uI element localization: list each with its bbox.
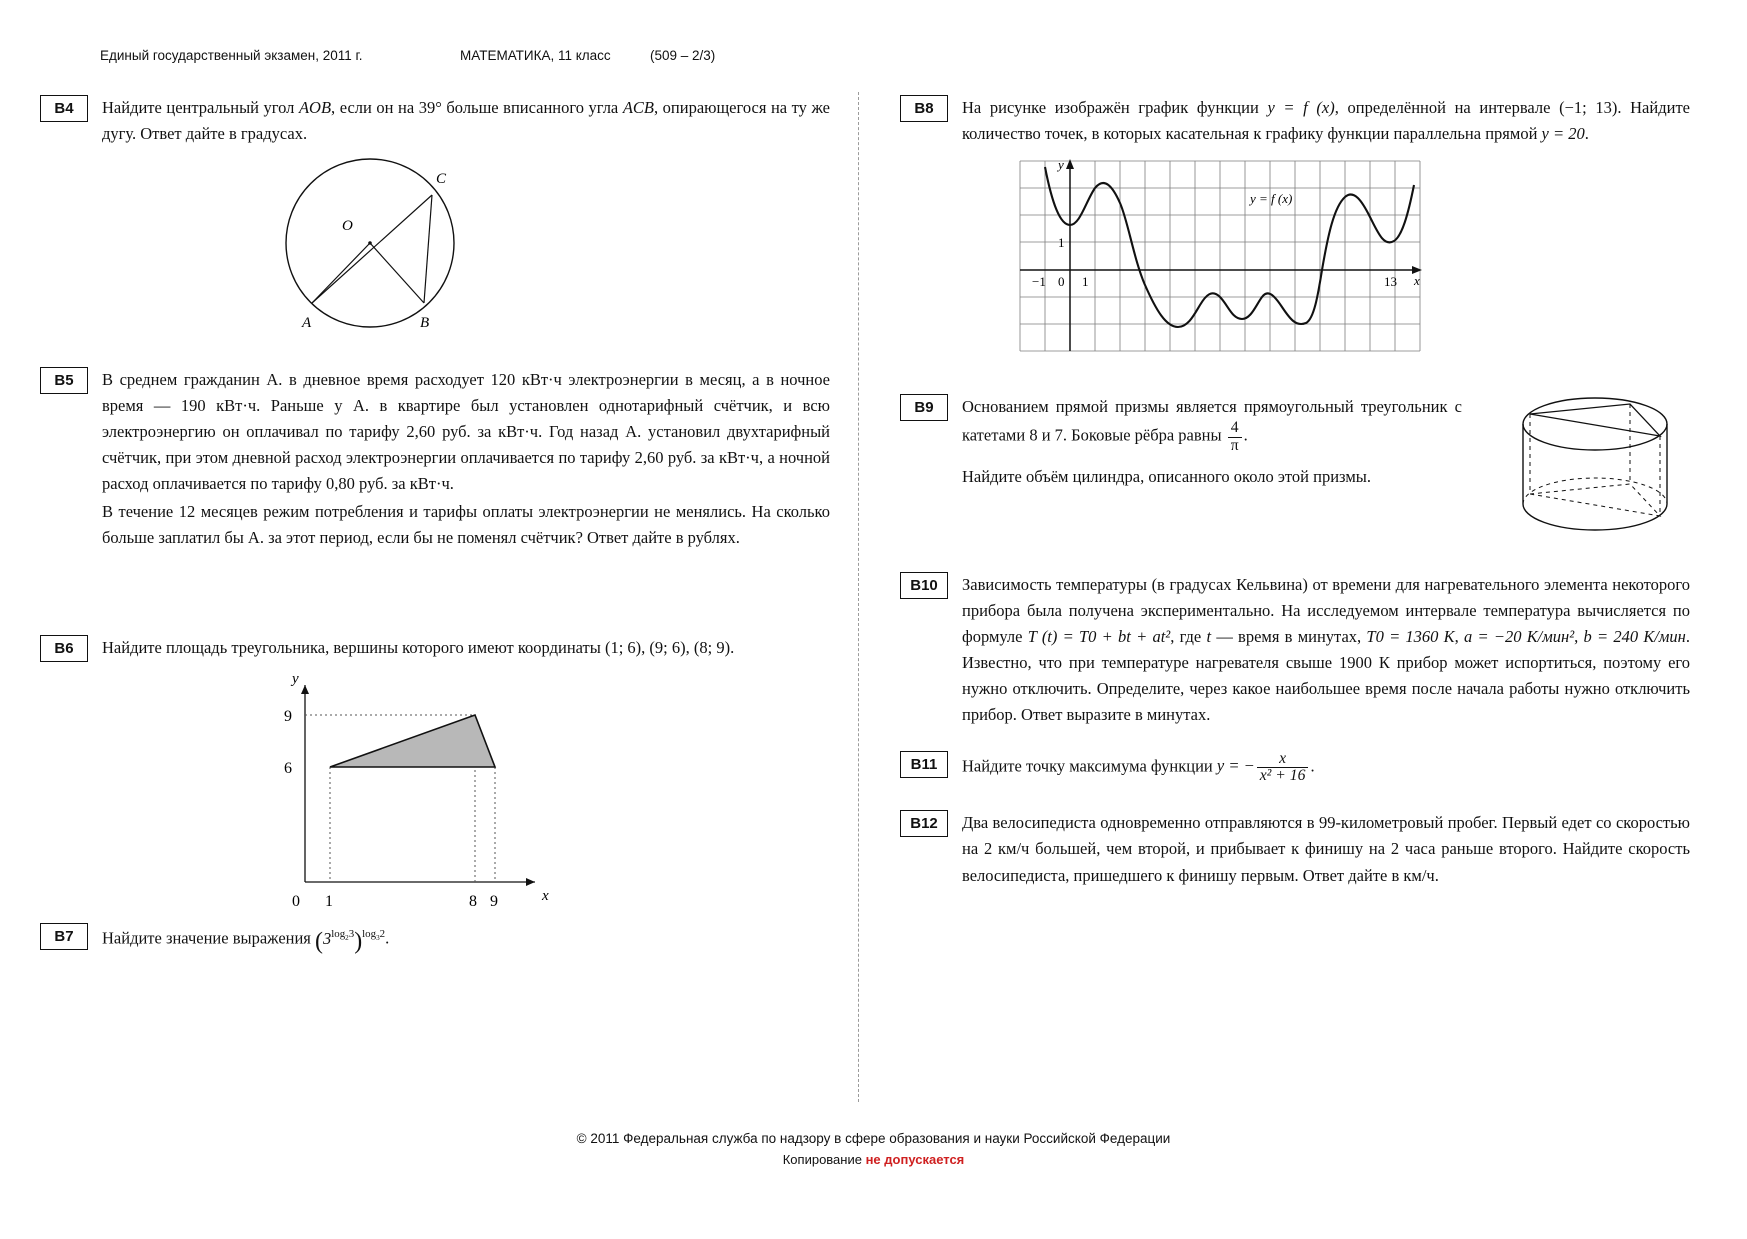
b7-paren-open: (	[315, 928, 323, 955]
task-b4	[40, 95, 830, 345]
b6-ytick-6: 6	[284, 760, 292, 778]
b11-fraction	[1257, 751, 1309, 785]
b7-text-2: .	[385, 928, 390, 948]
b7-base: 3	[323, 928, 332, 948]
b8-figure	[1010, 155, 1690, 370]
page-footer	[0, 1128, 1747, 1170]
b6-text-4: .	[730, 638, 735, 657]
b4-angle-aob: AOB	[298, 98, 332, 117]
task-tag-b11: B11	[900, 751, 948, 778]
b4-text-3: больше вписанного угла	[441, 98, 623, 117]
b6-point-1: (1; 6)	[604, 638, 642, 657]
b6-ytick-9: 9	[284, 708, 292, 726]
b4-degrees: 39°	[418, 98, 442, 117]
task-tag-b7: B7	[40, 923, 88, 950]
b4-figure	[210, 155, 830, 340]
b7-outer-log: log	[362, 928, 377, 941]
b4-label-a: A	[302, 315, 312, 332]
b11-frac-num: x	[1257, 751, 1309, 768]
b9-figure	[1510, 386, 1690, 551]
footer-copy-notice-text: Копирование	[782, 1151, 866, 1167]
b7-text-1: Найдите значение выражения	[102, 928, 316, 948]
b4-text-1: Найдите центральный угол	[102, 98, 299, 117]
b4-label-o: O	[342, 218, 353, 235]
column-divider	[858, 92, 859, 1102]
footer-copy-notice	[0, 1150, 1747, 1171]
task-b7-text	[102, 923, 830, 961]
task-b12	[900, 810, 1690, 888]
b6-point-2: (9; 6)	[649, 638, 686, 657]
task-tag-b5: B5	[40, 367, 88, 394]
b7-inner-log-arg: 3	[348, 928, 355, 941]
task-tag-b9: B9	[900, 394, 948, 421]
b7-inner-log: log	[331, 928, 346, 941]
b8-tick-13: 13	[1384, 274, 1397, 290]
task-b11	[900, 751, 1690, 785]
b7-paren-close: )	[354, 928, 363, 955]
b8-text-1: На рисунке изображён график функции	[962, 98, 1268, 117]
b8-text-2: , определённой на интервале	[1334, 98, 1560, 117]
b8-function-curve	[1045, 167, 1414, 327]
b4-text-2: , если он на	[331, 98, 419, 117]
task-b4-text	[102, 95, 830, 147]
b8-ytick-one: 1	[1058, 235, 1065, 251]
b6-xtick-8: 8	[469, 893, 477, 911]
b11-text-1: Найдите точку максимума функции	[962, 756, 1217, 776]
b6-xtick-1: 1	[325, 893, 333, 911]
b6-figure	[270, 667, 830, 917]
b4-text-4: , опирающегося на ту же дугу. Ответ дайте в градусах.	[102, 98, 830, 144]
footer-copyright: © 2011 Федеральная служба по надзору в сфере образования и науки Российской Федерации	[576, 1131, 1171, 1146]
b7-inner-log-base: 2	[345, 934, 349, 943]
b7-expression	[315, 928, 386, 955]
header-subject: МАТЕМАТИКА, 11 класс	[460, 48, 611, 63]
b6-axis-x-label: x	[542, 888, 549, 905]
footer-copy-notice-emphasis: не допускается	[865, 1151, 965, 1167]
task-b10	[900, 572, 1690, 728]
b9-text-1: Основанием прямой призмы является прямоугольный треугольник с катетами 8 и 7. Боковые рёбра равны	[962, 397, 1462, 445]
b10-text-5: ,	[1574, 627, 1584, 647]
b8-tick-zero: 0	[1058, 274, 1065, 290]
task-b5-text	[102, 367, 830, 551]
task-b6-text	[102, 635, 830, 661]
task-tag-b6: B6	[40, 635, 88, 662]
b6-text-2: ,	[641, 638, 650, 657]
task-b7	[40, 923, 830, 961]
b8-line: y = 20	[1541, 124, 1585, 144]
b10-text-3: — время в минутах,	[1211, 627, 1367, 647]
b11-text-2: .	[1310, 756, 1315, 776]
b10-var-t: t	[1206, 627, 1212, 647]
b10-text-4: ,	[1454, 627, 1464, 647]
b9-text-2: .	[1243, 425, 1248, 445]
b4-angle-acb: ACB	[622, 98, 654, 117]
b5-paragraph-2: В течение 12 месяцев режим потребления и тарифы оплаты электроэнергии не менялись. На сколько больше заплатил бы А. за этот период, если бы не поменял счётчик? Ответ дайте в рублях.	[102, 502, 830, 548]
task-b9	[900, 394, 1690, 554]
task-tag-b12: B12	[900, 810, 948, 837]
b8-tick-minus1: −1	[1032, 274, 1046, 290]
b7-outer-exponent	[362, 928, 386, 943]
right-column	[900, 95, 1690, 895]
header-variant-code: (509 – 2/3)	[650, 48, 716, 63]
b11-function	[1216, 749, 1311, 784]
task-b5	[40, 367, 830, 617]
task-tag-b4: B4	[40, 95, 88, 122]
b10-text-6: . Известно, что при температуре нагревателя свыше 1900 К прибор может испортиться, поэтому его нужно отключить. Определите, через какое наибольшее время после начала работы нужно отключить прибор. Ответ выразите в минутах.	[962, 627, 1690, 725]
b4-label-c: C	[436, 171, 447, 188]
b11-frac-den: x² + 16	[1259, 766, 1306, 784]
b6-point-3: (8; 9)	[693, 638, 731, 657]
task-tag-b8: B8	[900, 95, 948, 122]
b10-t0: T0 = 1360 К	[1366, 627, 1455, 647]
b6-origin: 0	[292, 893, 300, 911]
b6-axis-y-label: y	[292, 671, 299, 688]
task-b11-text	[962, 751, 1690, 785]
b9-text-3: Найдите объём цилиндра, описанного около этой призмы.	[962, 467, 1371, 487]
task-b12-text: Два велосипедиста одновременно отправляются в 99-километровый пробег. Первый едет со скоростью на 2 км/ч большей, чем второй, и прибывает к финишу на 2 часа раньше второго. Найдите скорость велосипедиста, пришедшего к финишу первым. Ответ дайте в км/ч.	[962, 813, 1690, 885]
b10-text-2: , где	[1170, 627, 1207, 647]
task-tag-b10: B10	[900, 572, 948, 599]
b6-text-1: Найдите площадь треугольника, вершины которого имеют координаты	[102, 638, 605, 657]
b8-text-4: .	[1584, 124, 1589, 144]
task-b6	[40, 635, 830, 917]
header-exam-title: Единый государственный экзамен, 2011 г.	[100, 48, 363, 63]
b6-xtick-9: 9	[490, 893, 498, 911]
b10-formula: T (t) = T0 + bt + at²	[1027, 627, 1171, 647]
task-b10-text	[962, 572, 1690, 728]
b6-text-3: ,	[685, 638, 694, 657]
b9-frac-den: π	[1230, 436, 1239, 454]
b10-a: a = −20 К/мин²	[1463, 627, 1575, 647]
b9-edge-fraction	[1228, 420, 1242, 454]
b8-interval: (−1; 13)	[1559, 98, 1618, 117]
b4-label-b: B	[420, 315, 430, 332]
b11-fn-prefix: y = −	[1216, 756, 1255, 776]
b8-curve-label: y = f (x)	[1250, 191, 1293, 207]
b9-frac-num: 4	[1228, 420, 1242, 437]
task-b9-text	[962, 394, 1462, 490]
task-b8-text	[962, 95, 1690, 147]
b7-outer-log-arg: 2	[379, 928, 386, 941]
b7-inner-exponent	[331, 928, 355, 943]
b10-text-1: Зависимость температуры (в градусах Кельвина) от времени для нагревательного элемента некоторого прибора была получена экспериментально. На исследуемом интервале температура вычисляется по формуле	[962, 575, 1690, 647]
page-header	[100, 48, 1660, 63]
b10-b: b = 240 К/мин	[1583, 627, 1686, 647]
b5-paragraph-1: В среднем гражданин А. в дневное время расходует 120 кВт·ч электроэнергии в месяц, а в ночное время — 190 кВт·ч. Раньше у А. в квартире был установлен однотарифный счётчик, и всю электроэнергию он оплачивал по тарифу 2,60 руб. за кВт·ч. Год назад А. установил двухтарифный счётчик, при этом дневной расход электроэнергии оплачивается по тарифу 2,60 руб. за кВт·ч, а ночной расход оплачивается по тарифу 0,80 руб. за кВт·ч.	[102, 370, 830, 494]
b7-outer-log-base: 3	[376, 934, 380, 943]
left-column	[40, 95, 830, 967]
b8-tick-one: 1	[1082, 274, 1089, 290]
b8-axis-y-label: y	[1058, 157, 1064, 173]
b8-axis-x-label: x	[1414, 273, 1420, 289]
task-b8	[900, 95, 1690, 370]
b8-text-3: . Найдите количество точек, в которых касательная к графику функции параллельна прямой	[962, 98, 1690, 144]
b8-function: y = f (x)	[1267, 98, 1335, 117]
